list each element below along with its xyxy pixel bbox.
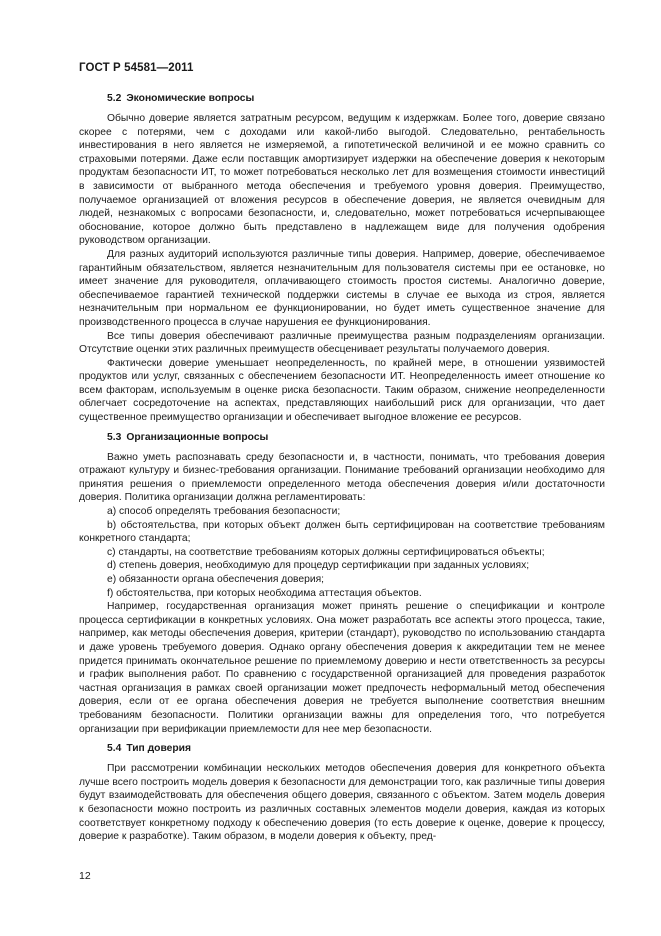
section-title: Организационные вопросы — [126, 431, 269, 443]
paragraph: Для разных аудиторий используются различные типы доверия. Например, доверие, обеспечиваемое гарантийным обязательством, является незначительным для пользователя системы при ее остановке, но имеет значение для руководителя, оплачивающего стоимость простоя системы. Аналогично доверие, обеспечиваемое гарантией технической поддержки системы в случае ее выхода из строя, является незначительным при нормальном ее функционировании, но будет иметь существенное значение для производственного процесса в случае нарушения ее функционирования. — [79, 248, 605, 328]
list-item: e) обязанности органа обеспечения доверия; — [107, 574, 325, 585]
document-header: ГОСТ Р 54581—2011 — [79, 62, 194, 74]
paragraph: Например, государственная организация может принять решение о спецификации и контроле процесса сертификации в конкретных условиях. Она может разработать все аспекты этого процесса, такие, например, как методы обеспечения доверия, критерии (стандарт), руководство по использованию стандарта и даже уровень требуемого доверия. Однако органу обеспечения доверия к аккредитации тем не менее придется принимать окончательное решение по приемлемому доверию и нести ответственность за ресурсы и график выполнения работ. По сравнению с государственной организацией для проведения разработок частная организация в рамках своей организации может предпочесть неформальный метод обеспечения доверия, если от ее органа обеспечения доверия не требуется выполнение соответствия внешним требованиям безопасности. Политики организации важны для определения того, что потребуется организации при верификации приемлемости для нее мер безопасности. — [79, 601, 605, 735]
section-title: Тип доверия — [126, 743, 192, 755]
section-heading — [79, 431, 605, 445]
section-title: Экономические вопросы — [126, 93, 255, 104]
list-item: f) обстоятельства, при которых необходима аттестация объектов. — [107, 587, 422, 599]
section-heading — [79, 92, 605, 106]
section-number: 5.2 — [107, 93, 122, 104]
section-number: 5.3 — [107, 431, 122, 443]
section-5-3 — [79, 431, 605, 736]
paragraph: Все типы доверия обеспечивают различные преимущества разным подразделениям организации. Отсутствие оценки этих различных преимуществ обесценивает результаты получаемого доверия. — [79, 330, 605, 356]
section-5-2 — [79, 92, 605, 425]
page-number: 12 — [79, 870, 91, 882]
paragraph: Важно уметь распознавать среду безопасности и, в частности, понимать, что требования доверия отражают культуру и бизнес-требования организации. Понимание требований организации необходимо для принятия решения о приемлемости определенного метода обеспечения доверия и/или достаточности доверия. Политика организации должна регламентировать: — [79, 451, 605, 504]
paragraph: При рассмотрении комбинации нескольких методов обеспечения доверия для конкретного объекта лучше всего построить модель доверия к безопасности для демонстрации того, как различные типы доверия будут взаимодействовать для обеспечения общего доверия, связанного с объектом. Затем модель доверия к безопасности можно построить из различных составных элементов модели доверия, каждая из которых соответствует конкретному подходу к обеспечению доверия (то есть доверие к оценке, доверие к процессу, доверие к разработке). Таким образом, в модели доверия к объекту, пред- — [79, 763, 605, 843]
paragraph: Обычно доверие является затратным ресурсом, ведущим к издержкам. Более того, доверие связано скорее с потерями, чем с доходами или какой-либо выгодой. Следовательно, рентабельность инвестирования в него является не измеряемой, а гипотетической величиной и ее можно сравнить со страховыми потерями. Даже если поставщик амортизирует издержки на обеспечение доверия к некоторым продуктам безопасности ИТ, то может потребоваться несколько лет для возмещения стоимости инвестиций в зависимости от выбранного метода обеспечения и требуемого уровня доверия. Преимущество, получаемое организацией от вложения ресурсов в обеспечение доверия, не является очевидным для людей, незнакомых с вопросами безопасности, и, следовательно, может потребоваться исчерпывающее обоснование, которое должно быть представлено в надлежащем виде для получения одобрения руководством организации. — [79, 113, 605, 247]
list-item: d) степень доверия, необходимую для процедур сертификации при заданных условиях; — [107, 560, 530, 572]
section-number: 5.4 — [107, 743, 122, 755]
paragraph: Фактически доверие уменьшает неопределенность, по крайней мере, в отношении уязвимостей продуктов или услуг, связанных с обеспечением безопасности ИТ. Неопределенность имеет отношение ко всем факторам, используемым в оценке риска безопасности. Таким образом, снижение неопределенности облегчает сосредоточение на аспектах, представляющих наибольший риск для организации, что дает существенное преимущество организации и обеспечивает выгодное вложение ее ресурсов. — [79, 357, 605, 424]
list-item: b) обстоятельства, при которых объект должен быть сертифицирован на соответствие требованиям конкретного стандарта; — [79, 519, 605, 545]
list-item: a) способ определять требования безопасности; — [107, 506, 341, 518]
list-item: c) стандарты, на соответствие требованиям которых должны сертифицироваться объекты; — [107, 546, 545, 558]
section-5-4 — [79, 742, 605, 844]
document-body — [79, 92, 605, 844]
section-heading — [79, 742, 605, 756]
